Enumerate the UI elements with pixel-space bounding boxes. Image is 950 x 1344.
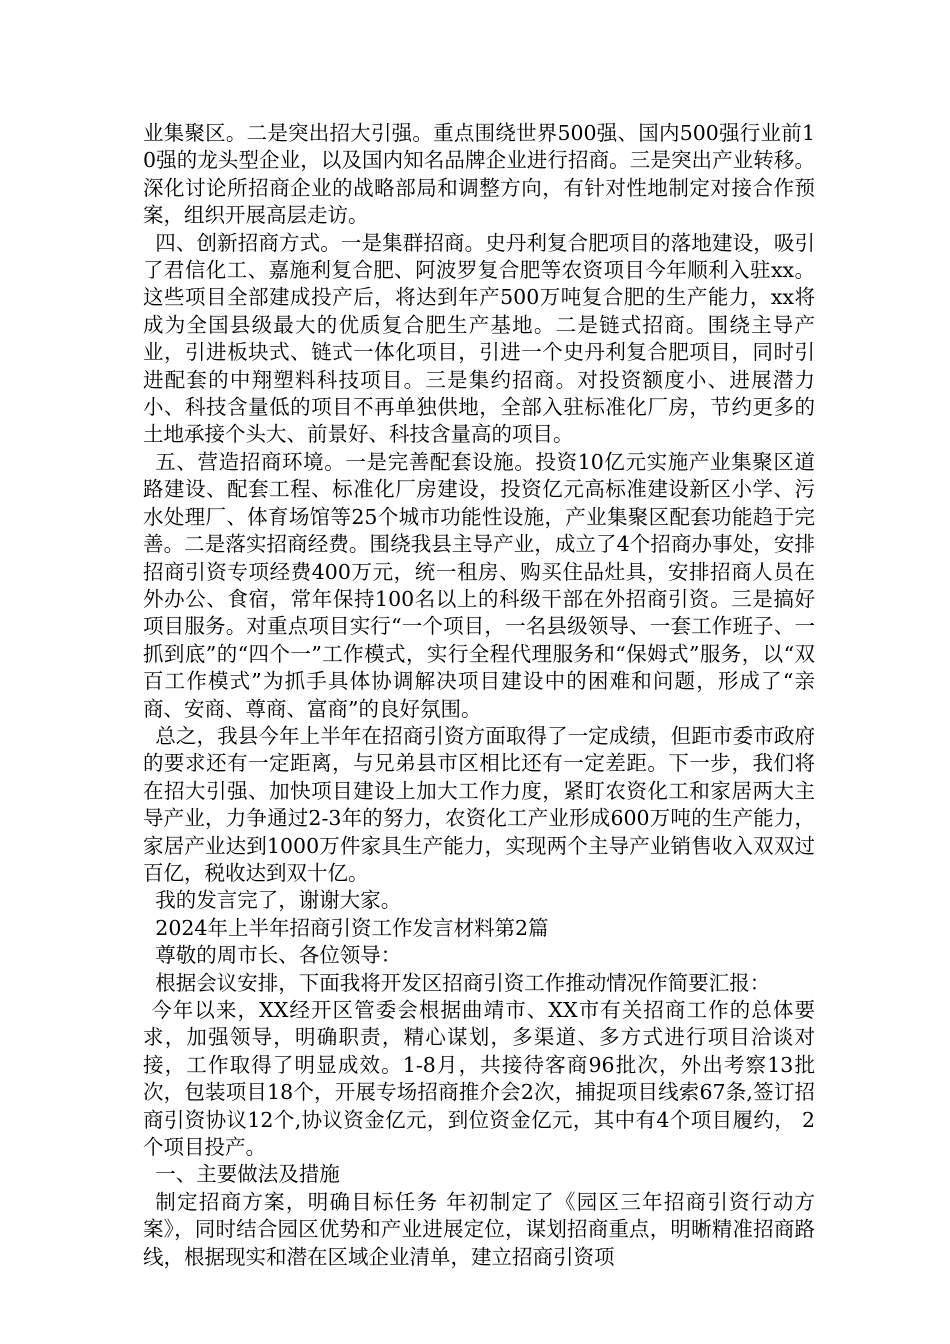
- paragraph-summary: 总之，我县今年上半年在招商引资方面取得了一定成绩，但距市委市政府的要求还有一定距离，与兄弟县市区相比还有一定差距。下一步，我们将在招大引强、加快项目建设上加大工作力度，紧盯农资化工和家居两大主导产业，力争通过2-3年的努力，农资化工产业形成600万吨的生产能力，家居产业达到1000万件家具生产能力，实现两个主导产业销售收入双双过百亿，税收达到双十亿。: [143, 723, 815, 885]
- article-title: 2024年上半年招商引资工作发言材料第2篇: [155, 915, 549, 940]
- paragraph-intro: 根据会议安排，下面我将开发区招商引资工作推动情况作简要汇报：: [155, 970, 771, 995]
- paragraph-section-five: 五、营造招商环境。一是完善配套设施。投资10亿元实施产业集聚区道路建设、配套工程、标准化厂房建设，投资亿元高标准建设新区小学、污水处理厂、体育场馆等25个城市功能性设施，产业集聚区配套功能趋于完善。二是落实招商经费。围绕我县主导产业，成立了4个招商办事处，安排招商引资专项经费400万元，统一租房、购买住品灶具，安排招商人员在外办公、食宿，常年保持100名以上的科级干部在外招商引资。三是搞好项目服务。对重点项目实行“一个项目，一名县级领导、一套工作班子、一抓到底”的“四个一”工作模式，实行全程代理服务和“保姆式”服务，以“双百工作模式”为抓手具体协调解决项目建设中的困难和问题，形成了“亲商、安商、尊商、富商”的良好氛围。: [143, 449, 815, 721]
- paragraph-continuation: 业集聚区。二是突出招大引强。重点围绕世界500强、国内500强行业前10强的龙头型企业，以及国内知名品牌企业进行招商。三是突出产业转移。深化讨论所招商企业的战略部局和调整方向，有针对性地制定对接合作预案，组织开展高层走访。: [143, 121, 815, 228]
- section-heading: 一、主要做法及措施: [155, 1162, 340, 1187]
- paragraph-plan: 制定招商方案，明确目标任务 年初制定了《园区三年招商引资行动方案》，同时结合园区优势和产业进展定位，谋划招商重点，明晰精准招商路线，根据现实和潜在区域企业清单，建立招商引资项: [143, 1189, 815, 1269]
- paragraph-section-four: 四、创新招商方式。一是集群招商。史丹利复合肥项目的落地建设，吸引了君信化工、嘉施利复合肥、阿波罗复合肥等农资项目今年顺利入驻xx。这些项目全部建成投产后，将达到年产500万吨复合肥的生产能力，xx将成为全国县级最大的优质复合肥生产基地。二是链式招商。围绕主导产业，引进板块式、链式一体化项目，引进一个史丹利复合肥项目，同时引进配套的中翔塑料科技项目。三是集约招商。对投资额度小、进展潜力小、科技含量低的项目不再单独供地，全部入驻标准化厂房，节约更多的土地承接个头大、前景好、科技含量高的项目。: [143, 230, 815, 447]
- document-page: [143, 120, 815, 1271]
- salutation: 尊敬的周市长、各位领导：: [155, 943, 402, 968]
- paragraph-closing: 我的发言完了，谢谢大家。: [155, 888, 402, 913]
- paragraph-overview: 今年以来，XX经开区管委会根据曲靖市、XX市有关招商工作的总体要求，加强领导，明确职责，精心谋划，多渠道、多方式进行项目洽谈对接，工作取得了明显成效。1-8月，共接待客商96批次，外出考察13批次，包装项目18个，开展专场招商推介会2次，捕捉项目线索67条,签订招商引资协议12个,协议资金亿元，到位资金亿元，其中有4个项目履约， 2个项目投产。: [143, 998, 815, 1160]
